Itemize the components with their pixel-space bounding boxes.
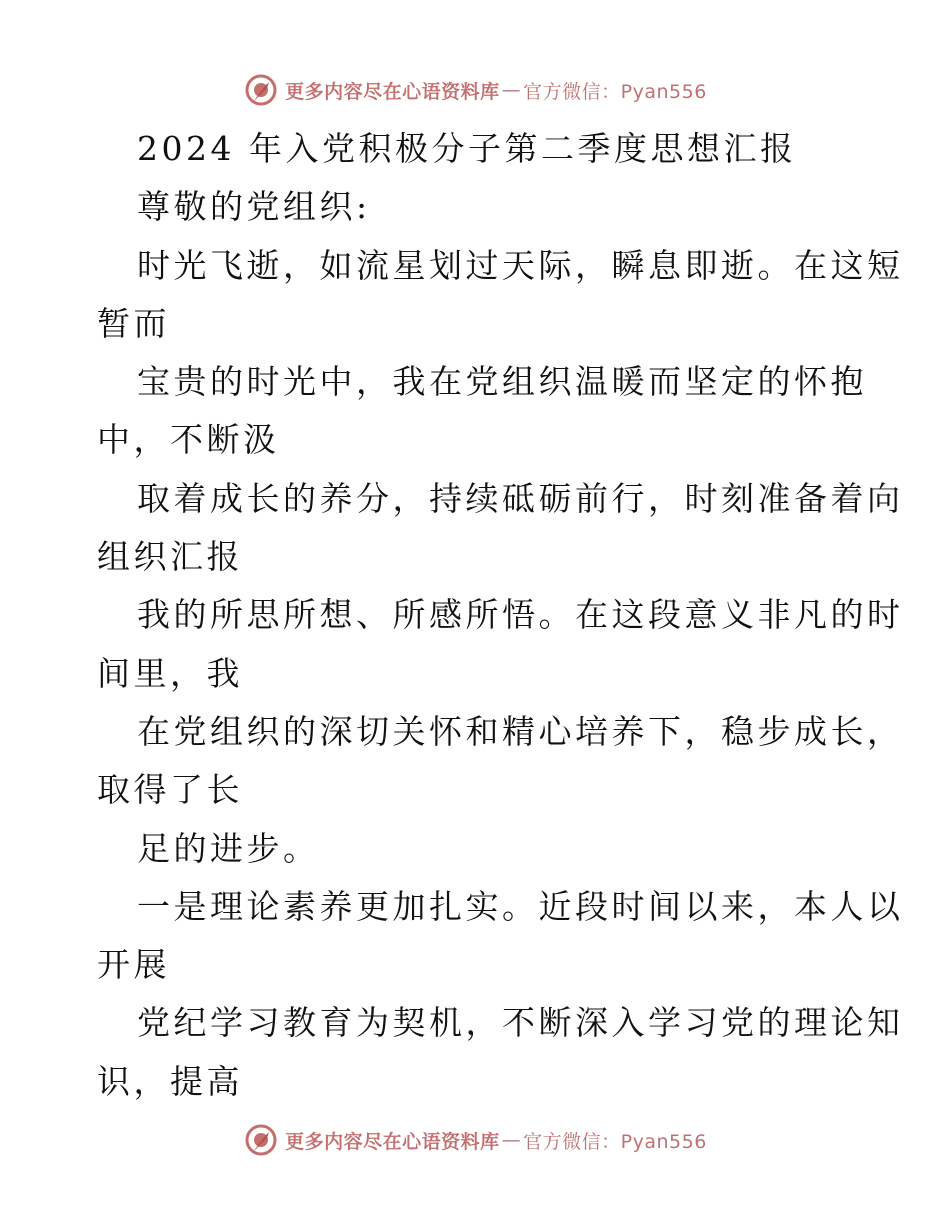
pen-logo-icon [243, 72, 279, 108]
document-body [97, 120, 904, 1111]
text-line: 在党组织的深切关怀和精心培养下，稳步成长， [137, 711, 904, 751]
text-line: 识，提高 [97, 1061, 243, 1101]
watermark-main-text: 更多内容尽在心语资料库 [285, 80, 500, 103]
text-line: 一是理论素养更加扎实。近段时间以来，本人以 [137, 886, 904, 926]
watermark-footer [0, 1122, 950, 1158]
watermark-main-text: 更多内容尽在心语资料库 [285, 1130, 500, 1153]
watermark-separator: — [501, 79, 522, 101]
document-title: 2024 年入党积极分子第二季度思想汇报 [137, 129, 797, 168]
pen-logo-icon [243, 1122, 279, 1158]
text-line: 时光飞逝，如流星划过天际，瞬息即逝。在这短 [137, 245, 904, 285]
text-line: 间里，我 [97, 653, 243, 693]
text-line: 组织汇报 [97, 537, 243, 577]
watermark-separator: — [501, 1129, 522, 1151]
text-line: 开展 [97, 945, 170, 985]
watermark-contact: 官方微信：Pyan556 [523, 1130, 707, 1153]
text-line: 宝贵的时光中，我在党组织温暖而坚定的怀抱 [137, 362, 867, 402]
text-line: 我的所思所想、所感所悟。在这段意义非凡的时 [137, 595, 904, 635]
text-line: 尊敬的党组织: [137, 187, 371, 227]
watermark-contact: 官方微信：Pyan556 [523, 80, 707, 103]
text-line: 党纪学习教育为契机，不断深入学习党的理论知 [137, 1003, 904, 1043]
text-line: 取得了长 [97, 770, 243, 810]
text-line: 暂而 [97, 303, 170, 343]
text-line: 中，不断汲 [97, 420, 280, 460]
text-line: 足的进步。 [137, 828, 320, 868]
watermark-header [0, 72, 950, 108]
text-line: 取着成长的养分，持续砥砺前行，时刻准备着向 [137, 478, 904, 518]
